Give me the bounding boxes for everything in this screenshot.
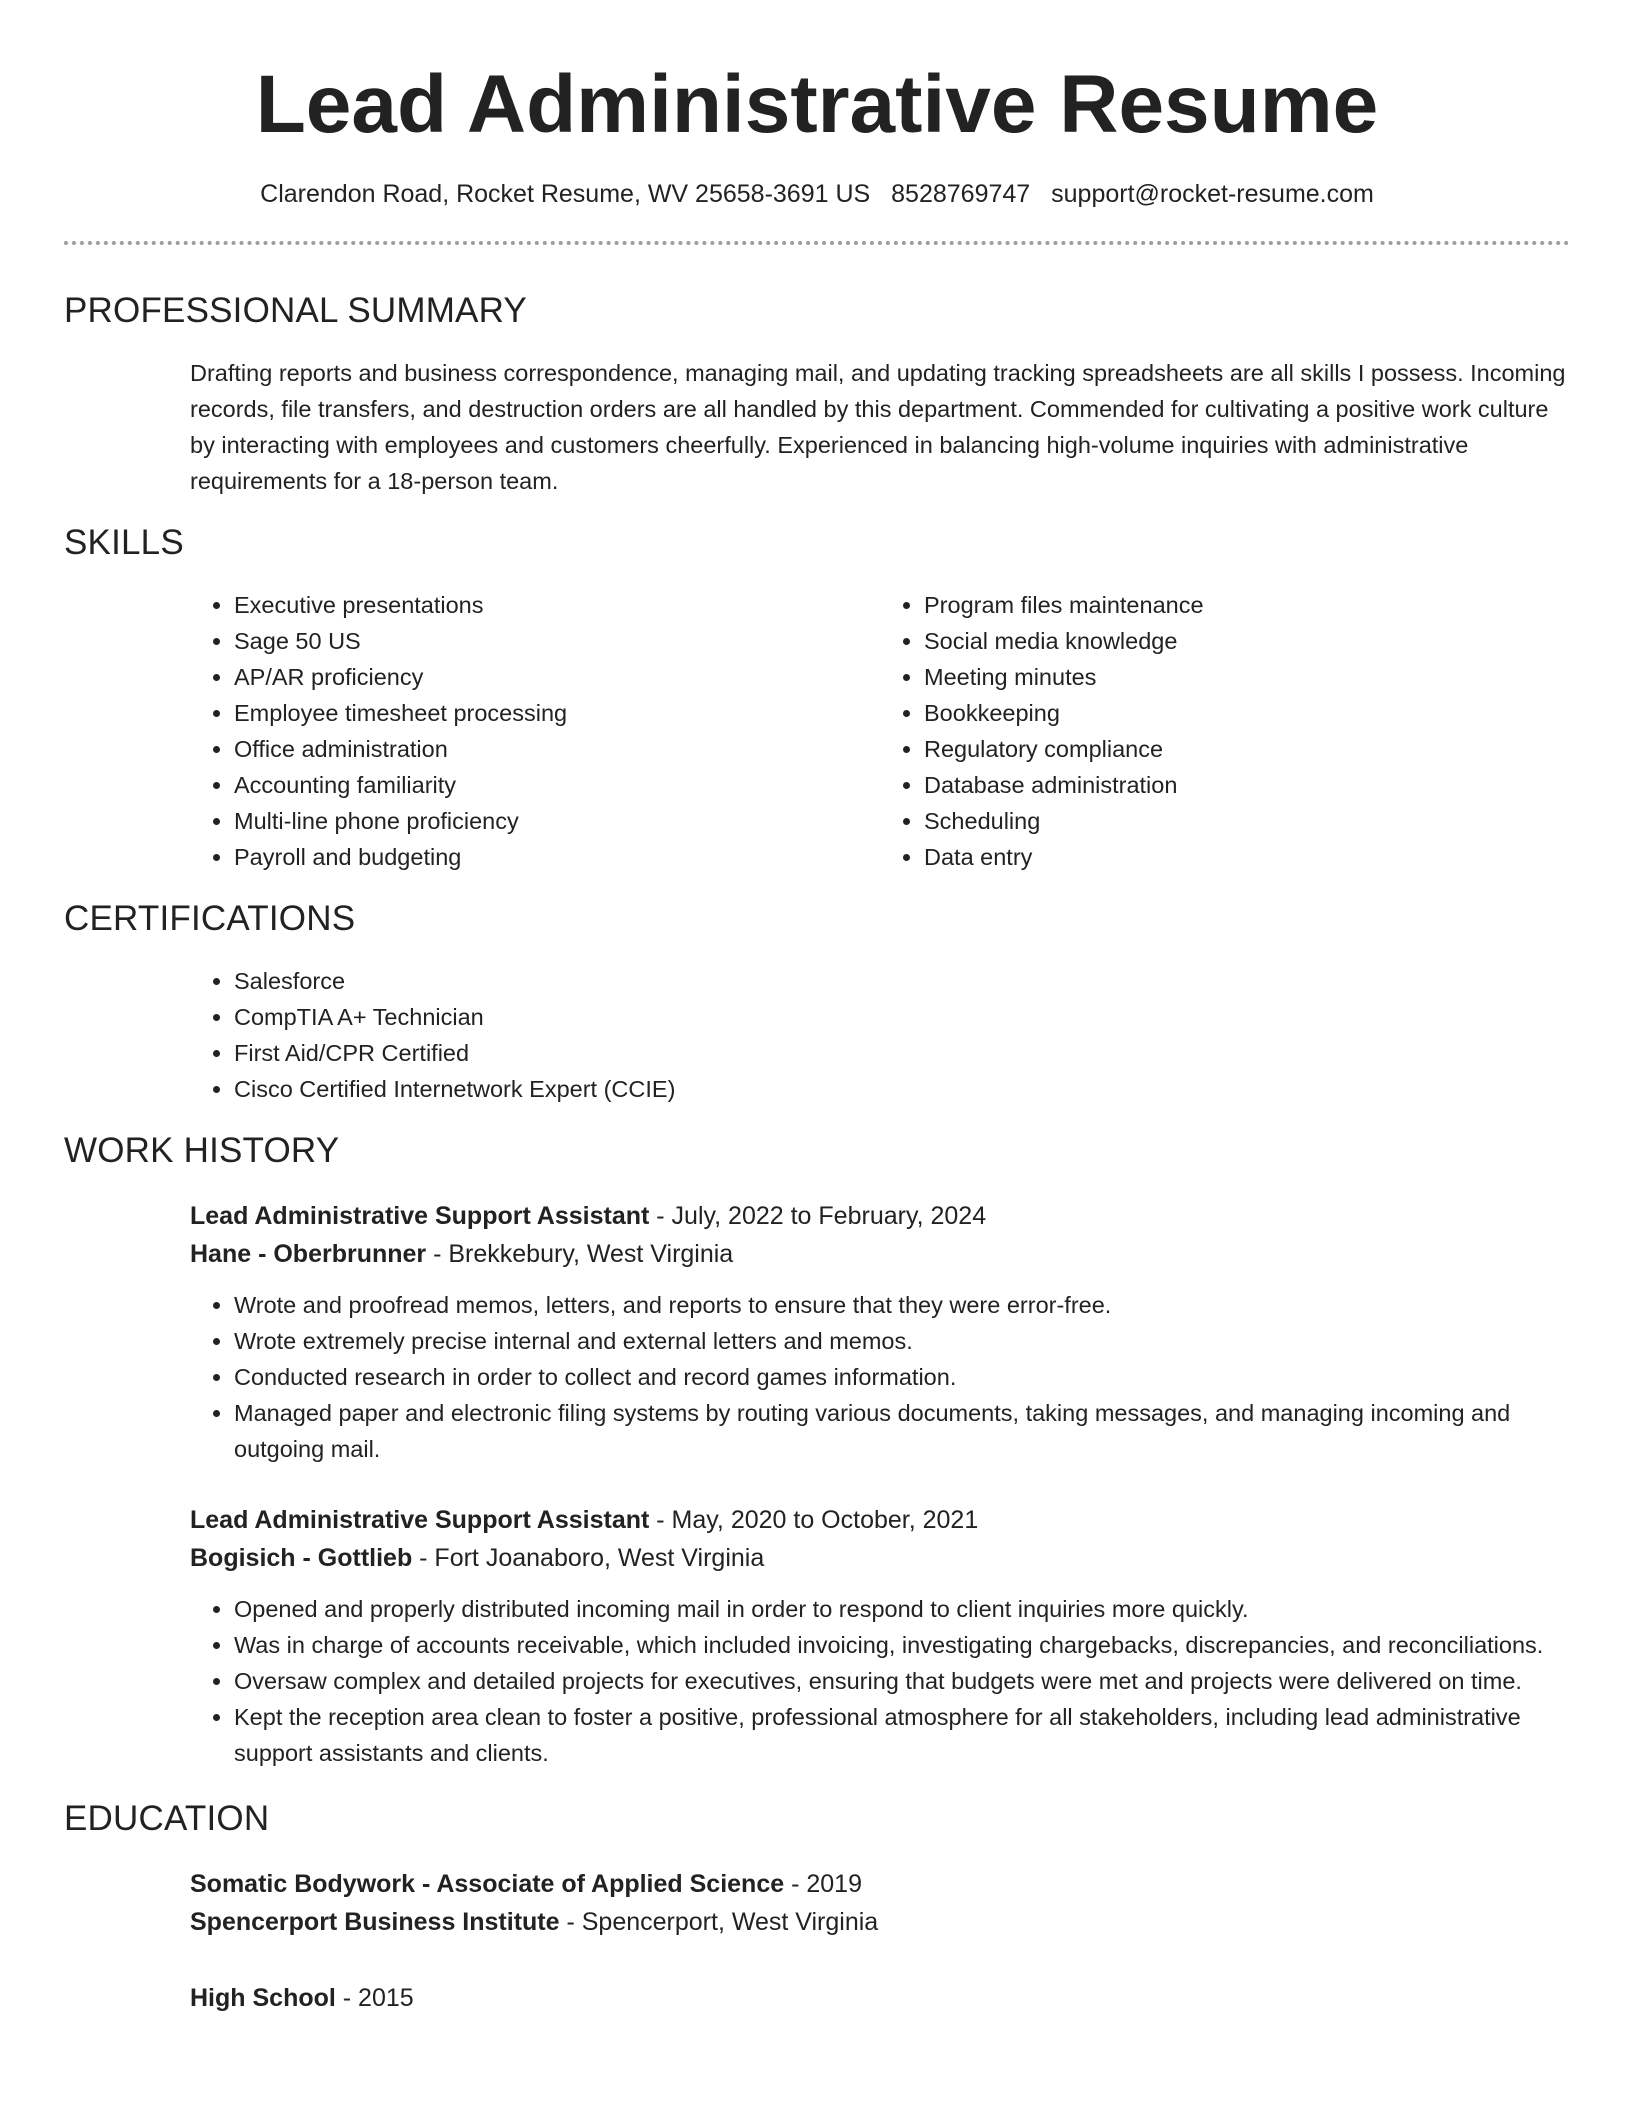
education-location: - Spencerport, West Virginia — [559, 1908, 879, 1936]
education-school: Spencerport Business Institute — [190, 1908, 560, 1936]
list-item: • Program files maintenance — [924, 587, 1570, 623]
job-company: Bogisich - Gottlieb — [190, 1544, 413, 1572]
section-title-skills: SKILLS — [64, 523, 184, 562]
education-degree: Somatic Bodywork - Associate of Applied Science — [190, 1870, 785, 1898]
contact-phone: 8528769747 — [891, 180, 1031, 208]
list-item: • Multi-line phone proficiency — [234, 803, 880, 839]
section-title-education: EDUCATION — [64, 1799, 270, 1838]
education-degree-line — [190, 1979, 1570, 2017]
list-item: • Social media knowledge — [924, 623, 1570, 659]
education-entry — [190, 1865, 1570, 1941]
list-item: • Opened and properly distributed incoming mail in order to respond to client inquiries more quickly. — [234, 1591, 1570, 1627]
job-bullets — [190, 1591, 1570, 1771]
job-position: Lead Administrative Support Assistant — [190, 1506, 650, 1534]
job-entry — [190, 1501, 1570, 1771]
job-entry — [190, 1197, 1570, 1467]
resume-title: Lead Administrative Resume — [255, 59, 1379, 150]
education-degree: High School — [190, 1984, 336, 2012]
list-item: • Wrote and proofread memos, letters, and reports to ensure that they were error-free. — [234, 1287, 1570, 1323]
list-item: • Conducted research in order to collect and record games information. — [234, 1359, 1570, 1395]
education-degree-line — [190, 1865, 1570, 1903]
education-year: - 2015 — [335, 1984, 414, 2012]
contact-line — [64, 177, 1570, 211]
list-item: • Accounting familiarity — [234, 767, 880, 803]
list-item: • Managed paper and electronic filing systems by routing various documents, taking messages, and managing incoming and outgoing mail. — [234, 1395, 1570, 1467]
certifications-list — [190, 963, 1570, 1107]
job-company-line — [190, 1539, 1570, 1577]
list-item: • Payroll and budgeting — [234, 839, 880, 875]
section-title-summary: PROFESSIONAL SUMMARY — [64, 291, 527, 330]
list-item: • Cisco Certified Internetwork Expert (CCIE) — [234, 1071, 1570, 1107]
list-item: • First Aid/CPR Certified — [234, 1035, 1570, 1071]
section-title-certifications: CERTIFICATIONS — [64, 899, 356, 938]
job-position: Lead Administrative Support Assistant — [190, 1202, 650, 1230]
skills-column-right — [880, 587, 1570, 875]
list-item: • Kept the reception area clean to foster a positive, professional atmosphere for all stakeholders, including lead administrative support assistants and clients. — [234, 1699, 1570, 1771]
list-item: • Employee timesheet processing — [234, 695, 880, 731]
list-item: • Office administration — [234, 731, 880, 767]
job-title-line — [190, 1501, 1570, 1539]
list-item: • Wrote extremely precise internal and external letters and memos. — [234, 1323, 1570, 1359]
resume-page — [64, 0, 1570, 2017]
list-item: • Salesforce — [234, 963, 1570, 999]
skills-grid — [190, 587, 1570, 875]
list-item: • AP/AR proficiency — [234, 659, 880, 695]
list-item: • Scheduling — [924, 803, 1570, 839]
header-divider — [64, 241, 1570, 245]
list-item: • Bookkeeping — [924, 695, 1570, 731]
job-company-line — [190, 1235, 1570, 1273]
list-item: • Oversaw complex and detailed projects for executives, ensuring that budgets were met and projects were delivered on time. — [234, 1663, 1570, 1699]
job-dates: - May, 2020 to October, 2021 — [649, 1506, 979, 1534]
list-item: • Meeting minutes — [924, 659, 1570, 695]
job-company: Hane - Oberbrunner — [190, 1240, 427, 1268]
job-location: - Fort Joanaboro, West Virginia — [412, 1544, 765, 1572]
education-year: - 2019 — [784, 1870, 862, 1898]
summary-text: Drafting reports and business correspondence, managing mail, and updating tracking spreadsheets are all skills I possess. Incoming records, file transfers, and destruction orders are all handled by this department. Commended for cultivating a positive work culture by interacting with employees and customers cheerfully. Experienced in balancing high-volume inquiries with administrative requirements for a 18-person team. — [190, 360, 1566, 494]
list-item: • Regulatory compliance — [924, 731, 1570, 767]
education-entry — [190, 1979, 1570, 2017]
list-item: • Database administration — [924, 767, 1570, 803]
list-item: • CompTIA A+ Technician — [234, 999, 1570, 1035]
job-dates: - July, 2022 to February, 2024 — [649, 1202, 987, 1230]
list-item: • Data entry — [924, 839, 1570, 875]
job-title-line — [190, 1197, 1570, 1235]
section-title-work-history: WORK HISTORY — [64, 1131, 340, 1170]
skills-column-left — [190, 587, 880, 875]
list-item: • Sage 50 US — [234, 623, 880, 659]
job-location: - Brekkebury, West Virginia — [426, 1240, 734, 1268]
contact-address: Clarendon Road, Rocket Resume, WV 25658-3691 US — [260, 180, 871, 208]
list-item: • Was in charge of accounts receivable, which included invoicing, investigating chargebacks, discrepancies, and reconciliations. — [234, 1627, 1570, 1663]
list-item: • Executive presentations — [234, 587, 880, 623]
certifications-bullets — [190, 963, 1570, 1107]
contact-email: support@rocket-resume.com — [1051, 180, 1374, 208]
job-bullets — [190, 1287, 1570, 1467]
education-school-line — [190, 1903, 1570, 1941]
